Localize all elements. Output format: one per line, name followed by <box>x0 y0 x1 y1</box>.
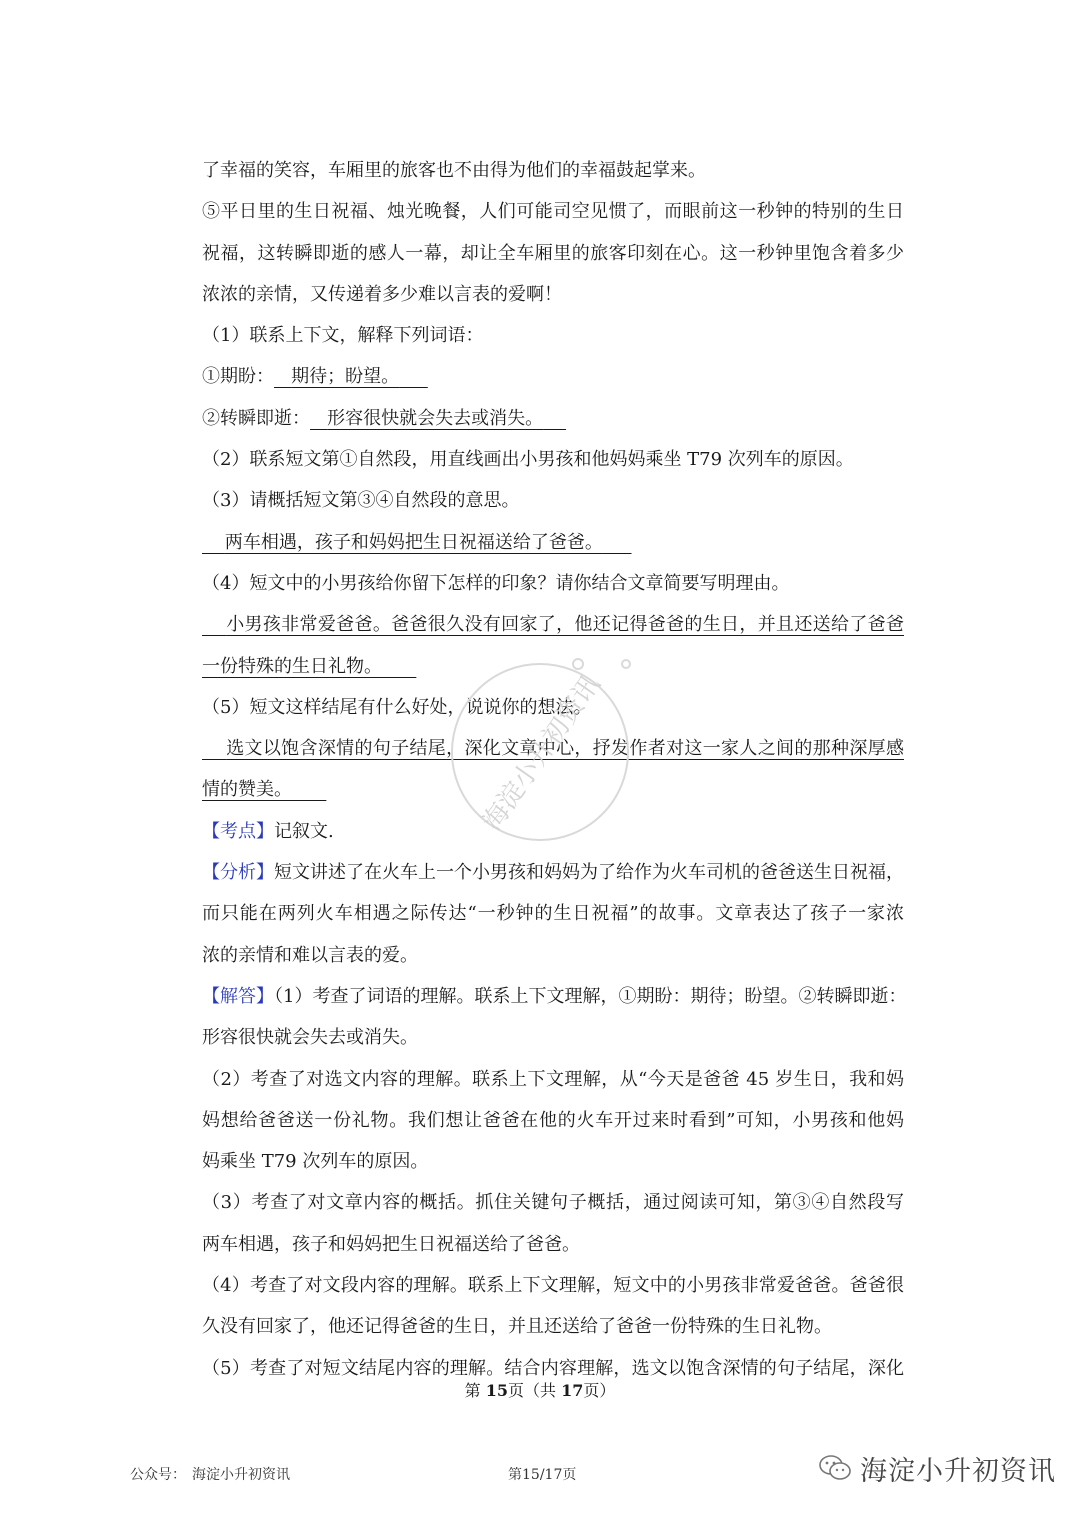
question-1: （1）联系上下文，解释下列词语： <box>202 325 484 347</box>
wechat-icon <box>818 1453 852 1483</box>
footer-account-name: 海淀小升初资讯 <box>192 1467 290 1483</box>
question-1b-label: ②转瞬即逝： <box>202 407 310 429</box>
question-1b <box>202 398 904 439</box>
answer-3: 两车相遇，孩子和妈妈把生日祝福送给了爸爸。 <box>224 531 603 553</box>
passage-line: 祝福，这转瞬即逝的感人一幕，却让全车厢里的旅客印刻在心。这一秒钟里饱含着多少 <box>202 242 904 264</box>
passage-line: ⑤平日里的生日祝福、烛光晚餐，人们可能司空见惯了，而眼前这一秒钟的特别的生日 <box>202 201 904 223</box>
jieda-line: 妈乘坐 T79 次列车的原因。 <box>202 1151 429 1173</box>
passage-line: 浓浓的亲情，又传递着多少难以言表的爱啊！ <box>202 283 562 305</box>
jieda-line: 妈想给爸爸送一份礼物。我们想让爸爸在他的火车开过来时看到”可知，小男孩和他妈 <box>202 1109 904 1131</box>
kaodian <box>202 811 904 852</box>
footer-brand-text: 海淀小升初资讯 <box>860 1455 1056 1487</box>
jieda-line: 形容很快就会失去或消失。 <box>202 1027 418 1049</box>
jieda-line: 两车相遇，孩子和妈妈把生日祝福送给了爸爸。 <box>202 1233 580 1255</box>
fenxi-line: 浓的亲情和难以言表的爱。 <box>202 944 418 966</box>
fenxi-line: 而只能在两列火车相遇之际传达“一秒钟的生日祝福”的故事。文章表达了孩子一家浓 <box>202 903 904 925</box>
document-body <box>202 150 907 1389</box>
page-number: 第 15页（共 17页） <box>464 1381 616 1400</box>
footer-account <box>130 1464 296 1484</box>
jieda-line: （5）考查了对短文结尾内容的理解。结合内容理解，选文以饱含深情的句子结尾，深化 <box>202 1357 904 1379</box>
fenxi: 【分析】短文讲述了在火车上一个小男孩和妈妈为了给作为火车司机的爸爸送生日祝福， <box>202 862 904 884</box>
question-2: （2）联系短文第①自然段，用直线画出小男孩和他妈妈乘坐 T79 次列车的原因。 <box>202 449 854 471</box>
question-4: （4）短文中的小男孩给你留下怎样的印象？请你结合文章简要写明理由。 <box>202 572 790 594</box>
jieda-line: 久没有回家了，他还记得爸爸的生日，并且还送给了爸爸一份特殊的生日礼物。 <box>202 1316 832 1338</box>
answer-1b: 形容很快就会失去或消失。 <box>327 407 544 429</box>
footer-account-label: 公众号： <box>130 1467 186 1483</box>
fenxi-tag: 【分析】 <box>202 862 274 884</box>
jieda: 【解答】（1）考查了词语的理解。联系上下文理解，①期盼：期待；盼望。②转瞬即逝： <box>202 985 907 1007</box>
kaodian-text: 记叙文. <box>274 820 334 842</box>
question-5: （5）短文这样结尾有什么好处，说说你的想法。 <box>202 696 592 718</box>
answer-5-line: 情的赞美。 <box>202 779 292 801</box>
question-3: （3）请概括短文第③④自然段的意思。 <box>202 490 520 512</box>
answer-4-line: 一份特殊的生日礼物。 <box>202 655 382 677</box>
footer-page: 第15/17页 <box>508 1467 577 1483</box>
answer-4-line: 小男孩非常爱爸爸。爸爸很久没有回家了，他还记得爸爸的生日，并且还送给了爸爸 <box>226 614 904 636</box>
passage-line: 了幸福的笑容，车厢里的旅客也不由得为他们的幸福鼓起掌来。 <box>202 160 706 181</box>
jieda-line: （4）考查了对文段内容的理解。联系上下文理解，短文中的小男孩非常爱爸爸。爸爸很 <box>202 1275 904 1297</box>
kaodian-tag: 【考点】 <box>202 820 274 842</box>
jieda-line: （2）考查了对选文内容的理解。联系上下文理解，从“今天是爸爸 45 岁生日，我和妈 <box>202 1068 904 1090</box>
footer-brand <box>818 1448 1056 1488</box>
jieda-tag: 【解答】 <box>202 985 274 1007</box>
question-1a <box>202 356 904 397</box>
watermark-text: 海淀小升初资讯 <box>477 669 607 837</box>
jieda-line: （3）考查了对文章内容的概括。抓住关键句子概括，通过阅读可知，第③④自然段写 <box>202 1192 904 1214</box>
answer-5-line: 选文以饱含深情的句子结尾，深化文章中心，抒发作者对这一家人之间的那种深厚感 <box>226 738 904 760</box>
question-1a-label: ①期盼： <box>202 366 274 388</box>
answer-1a: 期待；盼望。 <box>291 366 400 388</box>
